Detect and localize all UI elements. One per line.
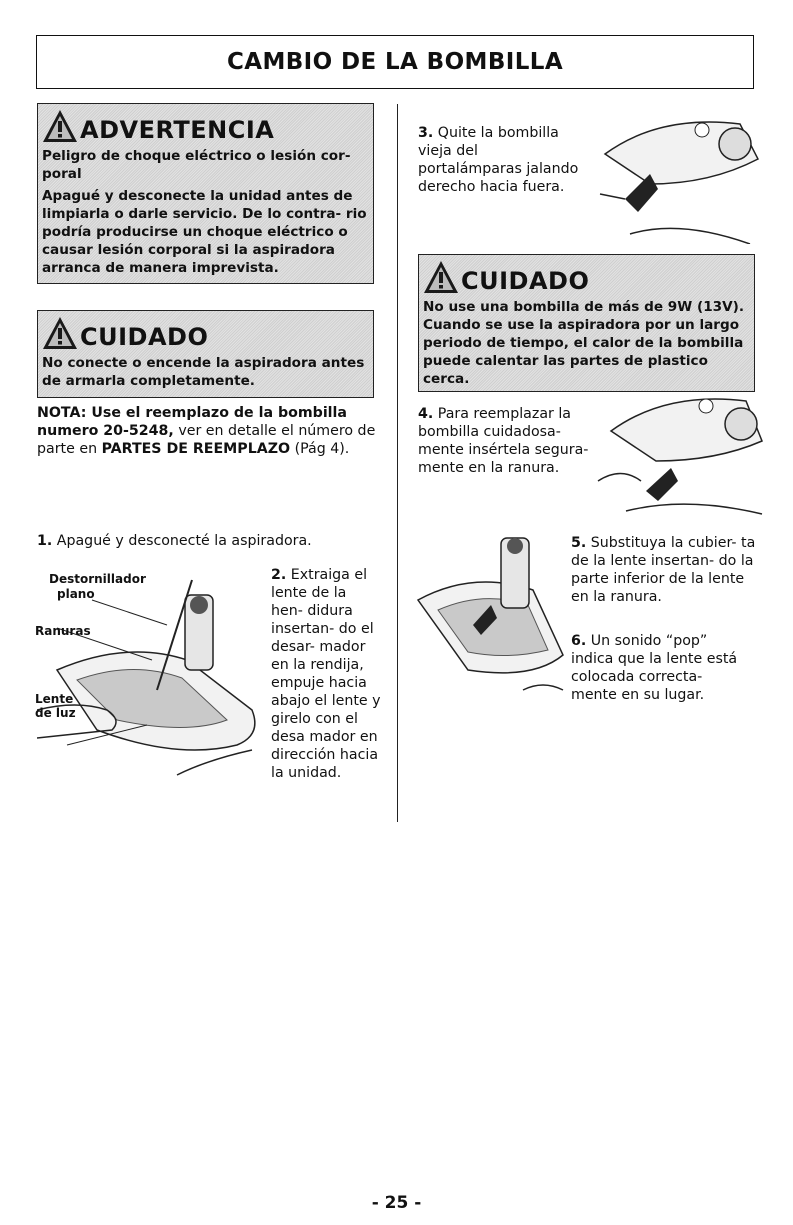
step-6-text: Un sonido “pop” indica que la lente está colocada correcta- mente en su lugar. (571, 633, 738, 703)
nota-paragraph (37, 404, 377, 458)
warning-triangle-icon (42, 108, 78, 144)
step-3-text: Quite la bombilla vieja del portalámparas jalando derecho hacia fuera. (418, 125, 579, 195)
step-5-number: 5. (571, 535, 587, 551)
warning-line2: Apagué y desconecte la unidad antes de limpiarla o darle servicio. De lo contra- rio podría producirse un choque eléctrico o causar lesión corporal si la aspiradora arranca de manera imprevista. (42, 188, 367, 276)
step-4-text: Para reemplazar la bombilla cuidadosa- mente insértela segura- mente en la ranura. (418, 406, 589, 476)
step-5-text: Substituya la cubier- ta de la lente insertan- do la parte inferior de la lente en la ranura. (571, 535, 756, 605)
warning-triangle-icon (42, 315, 78, 351)
step-1 (37, 532, 382, 550)
bulb-insertion-illustration (596, 386, 764, 516)
lens-replace-illustration (413, 530, 568, 700)
warning-triangle-icon (423, 259, 459, 295)
illustration-bulb-insertion (596, 386, 764, 516)
label-lens-2: de luz (35, 706, 76, 720)
caution-box-left (37, 310, 374, 398)
illustration-lens-replace (413, 530, 568, 700)
step-2 (271, 566, 381, 782)
step-4 (418, 405, 593, 477)
step-4-number: 4. (418, 406, 434, 422)
caution-left-text: No conecte o encende la aspiradora antes de armarla completamente. (42, 355, 365, 389)
label-slots: Ranuras (35, 624, 91, 638)
step-6 (571, 632, 751, 704)
nota-ref: PARTES DE REEMPLAZO (101, 441, 291, 457)
step-6-number: 6. (571, 633, 587, 649)
warning-line1: Peligro de choque eléctrico o lesión cor- poral (42, 148, 351, 182)
page-number: - 25 - (371, 1193, 422, 1213)
caution-right-text: No use una bombilla de más de 9W (13V). Cuando se use la aspiradora por un largo periodo de tiempo, el calor de la bombilla puede calentar las partes de plastico cerca. (423, 299, 745, 387)
illustration-bulb-removal (590, 104, 760, 244)
bulb-removal-illustration (590, 104, 760, 244)
warning-header (42, 108, 369, 144)
title-box (36, 35, 754, 89)
caution-right-heading: CUIDADO (461, 267, 590, 295)
step-2-text: Extraiga el lente de la hen- didura insertan- do el desar- mador en la rendija, empuje hacia abajo el lente y girelo con el desa mador en dirección hacia la unidad. (271, 567, 381, 781)
step-5 (571, 534, 761, 606)
caution-box-right (418, 254, 755, 392)
column-divider (397, 104, 398, 822)
page-title: CAMBIO DE LA BOMBILLA (226, 49, 564, 75)
warning-heading: ADVERTENCIA (80, 116, 275, 144)
nota-lead: NOTA: Use el reemplazo de la bombilla numero 20-5248, (37, 405, 347, 439)
caution-left-heading: CUIDADO (80, 323, 209, 351)
illustration-lens-removal (37, 560, 267, 805)
nota-middle: ver en detalle el número de parte en (37, 423, 376, 457)
caution-right-header (423, 259, 750, 295)
step-3-number: 3. (418, 125, 434, 141)
caution-left-header (42, 315, 369, 351)
label-screwdriver-2: plano (57, 587, 95, 601)
nota-tail: (Pág 4). (290, 441, 350, 457)
step-1-number: 1. (37, 533, 53, 549)
warning-box (37, 103, 374, 284)
step-1-text: Apagué y desconecté la aspiradora. (56, 533, 312, 549)
label-lens-1: Lente (35, 692, 74, 706)
label-screwdriver-1: Destornillador (49, 572, 146, 586)
step-3 (418, 124, 583, 196)
step-2-number: 2. (271, 567, 287, 583)
